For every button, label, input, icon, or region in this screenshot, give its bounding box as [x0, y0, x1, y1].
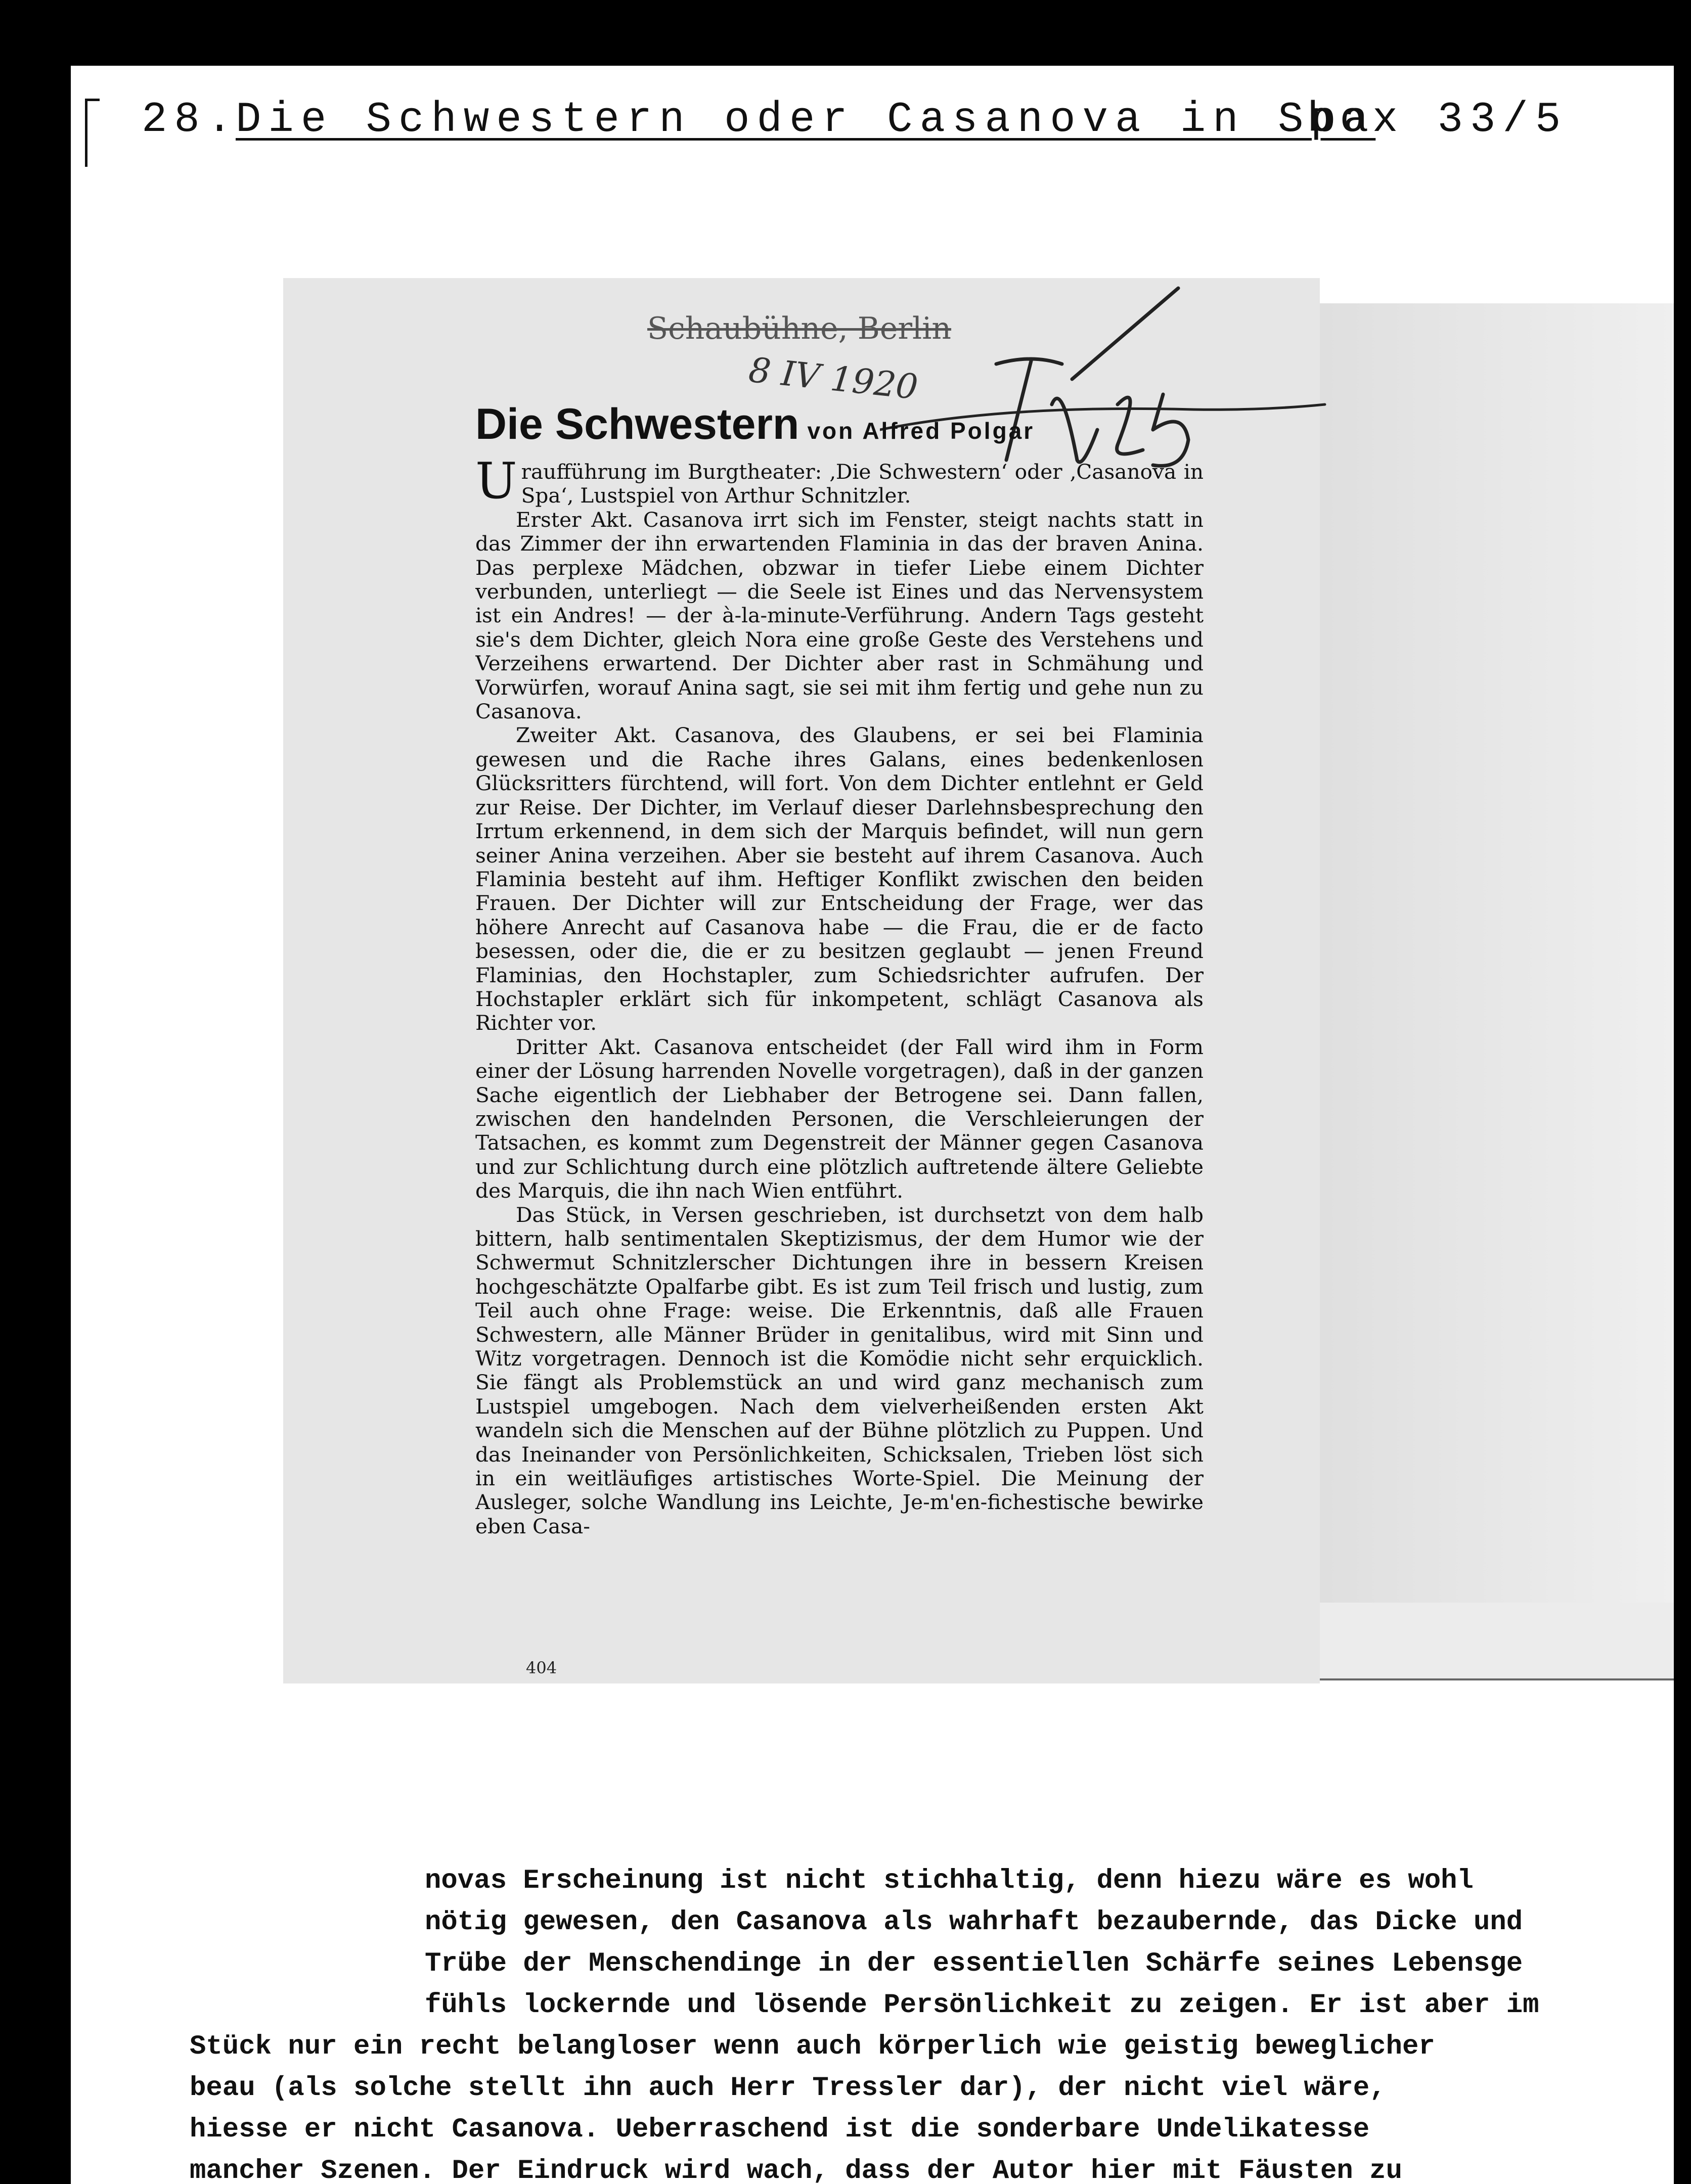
folder-number: 28.	[142, 96, 240, 144]
article-title	[475, 399, 1035, 449]
typed-line: Trübe der Menschendinge in der essentiellen Schärfe seines Lebensge	[425, 1948, 1523, 1979]
typed-line: mancher Szenen. Der Eindruck wird wach, dass der Autor hier mit Fäusten zu	[190, 2156, 1402, 2184]
folder-title: Die Schwestern oder Casanova in Spa	[236, 96, 1376, 144]
typed-line: fühls lockernde und lösende Persönlichkeit zu zeigen. Er ist aber im	[425, 1990, 1539, 2021]
article-body	[475, 460, 1204, 1673]
typed-line: beau (als solche stellt ihn auch Herr Tressler dar), der nicht viel wäre,	[190, 2073, 1386, 2104]
drop-cap: U	[475, 460, 517, 510]
article-paragraph	[475, 460, 1204, 508]
article-paragraph-text: raufführung im Burgtheater: ‚Die Schwestern‘ oder ‚Casanova in Spa‘, Lustspiel von Arthur Schnitzler.	[521, 460, 1204, 508]
source-stamp: Schaubühne, Berlin	[647, 311, 952, 346]
typed-line: nötig gewesen, den Casanova als wahrhaft bezaubernde, das Dicke und	[425, 1907, 1523, 1938]
corner-bracket	[85, 99, 100, 167]
typescript-continuation	[190, 1860, 1539, 2184]
box-label: box 33/5	[1307, 96, 1568, 144]
folder-header	[142, 96, 1568, 162]
date-stamp: 8 IV 1920	[746, 350, 920, 408]
article-paragraph: Dritter Akt. Casanova entscheidet (der Fall wird ihm in Form einer der Lösung harrenden Novelle vorgetragen), daß in der ganzen Sache eigentlich der Liebhaber der Betrogene sei. Dann fallen, zwischen den handelnden Personen, die Verschleierungen der Tatsachen, es kommt zum Degenstreit der Männer gegen Casanova und zur Schlichtung durch eine plötzlich auftretende ältere Geliebte des Marquis, die ihn nach Wien entführt.	[475, 1034, 1204, 1203]
article-paragraph: Erster Akt. Casanova irrt sich im Fenster, steigt nachts statt in das Zimmer der ihn erwartenden Flaminia in das der braven Anina. Das perplexe Mädchen, obzwar in tiefer Liebe einem Dichter verbunden, unterliegt — die Seele ist Eines und das Nervensystem ist ein Andres! — der à-la-minute-Verführung. Andern Tags gesteht sie's dem Dichter, gleich Nora eine große Geste des Verstehens und Verzeihens erwartend. Der Dichter aber rast in Schmähung und Vorwürfen, worauf Anina sagt, sie sei mit ihm fertig und gehe nun zu Casanova.	[475, 507, 1204, 724]
article-byline: von Alfred Polgar	[807, 418, 1035, 444]
typed-line: hiesse er nicht Casanova. Ueberraschend ist die sonderbare Undelikatesse	[190, 2114, 1370, 2145]
article-headline: Die Schwestern	[475, 400, 799, 448]
typed-line: novas Erscheinung ist nicht stichhaltig, denn hiezu wäre es wohl	[425, 1866, 1474, 1896]
page-number: 404	[526, 1658, 557, 1677]
typed-line: Stück nur ein recht belangloser wenn auch körperlich wie geistig beweglicher	[190, 2031, 1435, 2062]
article-paragraph: Zweiter Akt. Casanova, des Glaubens, er sei bei Flaminia gewesen und die Rache ihres Galans, eines bedenkenlosen Glücksritters fürchtend, will fort. Von dem Dichter entlehnt er Geld zur Reise. Der Dichter, im Verlauf dieser Darlehnsbesprechung den Irrtum erkennend, in dem sich der Marquis befindet, will nun gern seiner Anina verzeihen. Aber sie besteht auf ihrem Casanova. Auch Flaminia besteht auf ihm. Heftiger Konflikt zwischen den beiden Frauen. Der Dichter will zur Entscheidung der Frage, wer das höhere Anrecht auf Casanova habe — die Frau, die er de facto besessen, oder die, die er zu besitzen geglaubt — jenen Freund Flaminias, den Hochstapler, zum Schiedsrichter aufrufen. Der Hochstapler erklärt sich für inkompetent, schlägt Casanova als Richter vor.	[475, 723, 1204, 1035]
article-paragraph: Das Stück, in Versen geschrieben, ist durchsetzt von dem halb bittern, halb sentimentalen Skeptizismus, der dem Humor wie der Schwermut Schnitzlerscher Dichtungen ihre in bessern Kreisen hochgeschätzte Opalfarbe gibt. Es ist zum Teil frisch und lustig, zum Teil auch ohne Frage: weise. Die Erkenntnis, daß alle Frauen Schwestern, alle Männer Brüder in genitalibus, wird mit Sinn und Witz vorgetragen. Dennoch ist die Komödie nicht sehr erquicklich. Sie fängt als Problemstück an und wird ganz mechanisch zum Lustspiel umgebogen. Nach dem vielverheißenden ersten Akt wandeln sich die Menschen auf der Bühne plötzlich zu Puppen. Und das Ineinander von Persönlichkeiten, Schicksalen, Trieben löst sich in ein weitläufiges artistisches Worte-Spiel. Die Meinung der Ausleger, solche Wandlung ins Leichte, Je-m'en-fichestische bewirke eben Casa-	[475, 1202, 1204, 1538]
archive-sheet	[71, 66, 1674, 2184]
handwritten-mark-icon	[880, 278, 1335, 490]
